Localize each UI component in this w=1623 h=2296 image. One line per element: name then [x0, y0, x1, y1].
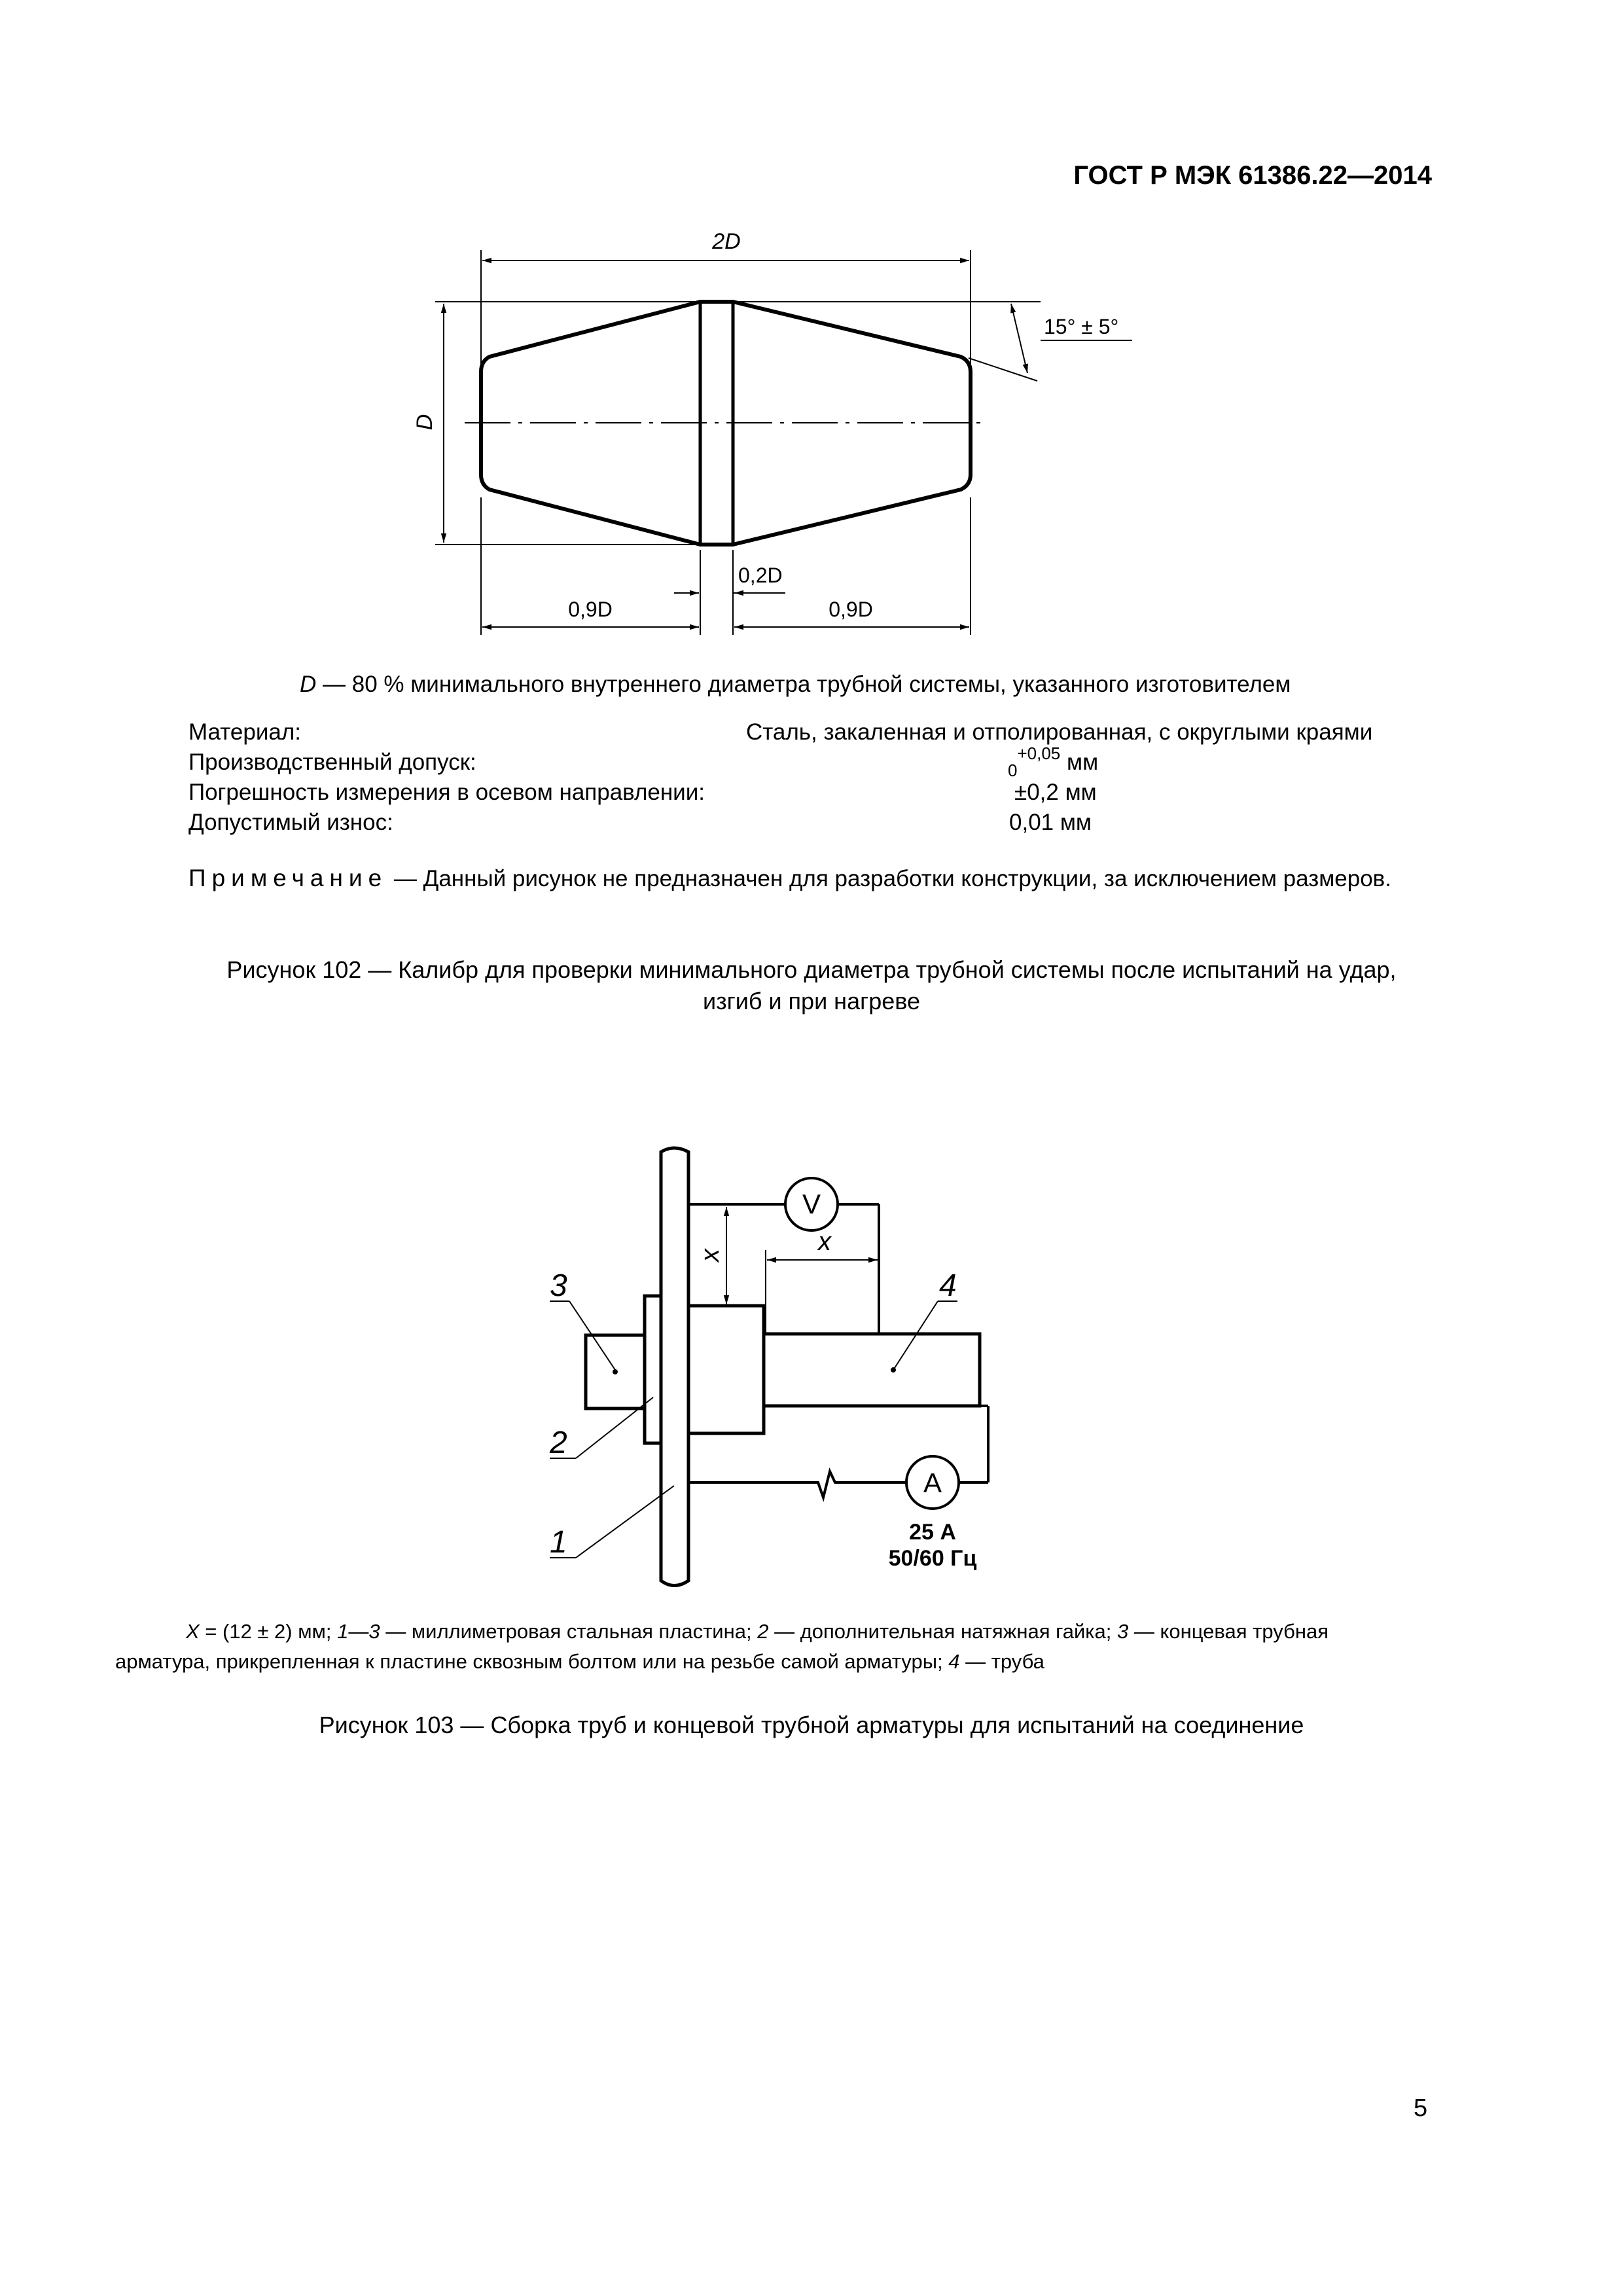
spec-row-material	[188, 717, 1419, 747]
legend-text: арматура, прикрепленная к пластине сквозным болтом или на резьбе самой арматуры;	[115, 1650, 949, 1673]
dim-x-vertical: x	[696, 1249, 724, 1262]
steel-plate	[661, 1148, 688, 1586]
voltmeter-label: V	[802, 1189, 821, 1219]
frequency-rating: 50/60 Гц	[888, 1546, 977, 1571]
dim-right-label: 0,9D	[829, 598, 873, 621]
legend-text: — труба	[959, 1650, 1044, 1673]
dim-d-label: D	[412, 414, 437, 431]
spec-label: Материал:	[188, 719, 301, 745]
document-header: ГОСТ Р МЭК 61386.22—2014	[1073, 161, 1432, 190]
legend-text: — 80 % минимального внутреннего диаметра трубной системы, указанного изготовителем	[323, 672, 1291, 697]
dim-center-label: 0,2D	[738, 564, 783, 587]
legend-num: 3	[1117, 1620, 1129, 1643]
spec-value	[1008, 744, 1099, 780]
spec-row-wear	[188, 808, 1419, 838]
tension-nut	[645, 1296, 661, 1443]
dim-x-horizontal: x	[818, 1227, 831, 1256]
dim-angle-label: 15° ± 5°	[1044, 315, 1119, 338]
caption-line: Рисунок 102 — Калибр для проверки минимального диаметра трубной системы после испытаний на удар,	[226, 956, 1397, 983]
label-3: 3	[550, 1268, 567, 1303]
figure-102-note	[188, 863, 1432, 895]
label-1: 1	[550, 1525, 567, 1560]
label-2: 2	[550, 1426, 567, 1460]
legend-num: 4	[948, 1650, 960, 1673]
figure-102-legend	[300, 670, 1291, 699]
spec-row-tolerance	[188, 744, 1419, 780]
spec-value: ±0,2 мм	[1014, 780, 1097, 805]
page-number: 5	[1414, 2094, 1428, 2122]
legend-num: 3	[368, 1620, 380, 1643]
tolerance-base: 0	[1008, 761, 1018, 780]
label-4: 4	[939, 1268, 957, 1303]
tolerance-unit: мм	[1067, 749, 1099, 775]
legend-dash: —	[348, 1620, 369, 1643]
spec-label: Производственный допуск:	[188, 749, 476, 775]
spec-label: Допустимый износ:	[188, 810, 393, 835]
spec-label: Погрешность измерения в осевом направлении:	[188, 780, 705, 805]
legend-symbol: D	[300, 672, 317, 697]
dim-2d-label: 2D	[712, 229, 741, 254]
figure-103-drawing	[510, 1139, 1099, 1610]
figure-103-caption: Рисунок 103 — Сборка труб и концевой трубной арматуры для испытаний на соединение	[319, 1712, 1304, 1738]
note-heading: Примечание	[188, 865, 388, 891]
spec-table	[188, 717, 1419, 838]
current-rating: 25 А	[909, 1520, 956, 1545]
legend-text: — дополнительная натяжная гайка;	[768, 1620, 1118, 1643]
legend-x: X	[186, 1620, 200, 1643]
caption-line: изгиб и при нагреве	[702, 988, 921, 1014]
fitting-body	[688, 1306, 764, 1433]
figure-102-caption	[131, 954, 1492, 1017]
legend-num: 2	[757, 1620, 769, 1643]
spec-row-accuracy	[188, 778, 1419, 808]
legend-text: — миллиметровая стальная пластина;	[380, 1620, 758, 1643]
tolerance-upper: +0,05	[1017, 744, 1061, 763]
figure-103-legend	[115, 1617, 1444, 1677]
spec-value: 0,01 мм	[1009, 810, 1092, 835]
ammeter-label: A	[923, 1467, 942, 1498]
spec-value: Сталь, закаленная и отполированная, с округлыми краями	[746, 719, 1373, 745]
legend-text: — концевая трубная	[1128, 1620, 1329, 1643]
legend-num: 1	[337, 1620, 349, 1643]
tube	[764, 1334, 980, 1406]
dim-left-label: 0,9D	[568, 598, 613, 621]
note-text: — Данный рисунок не предназначен для разработки конструкции, за исключением размеров.	[387, 866, 1392, 891]
legend-text: = (12 ± 2) мм;	[199, 1620, 338, 1643]
figure-102-drawing	[366, 223, 1152, 648]
